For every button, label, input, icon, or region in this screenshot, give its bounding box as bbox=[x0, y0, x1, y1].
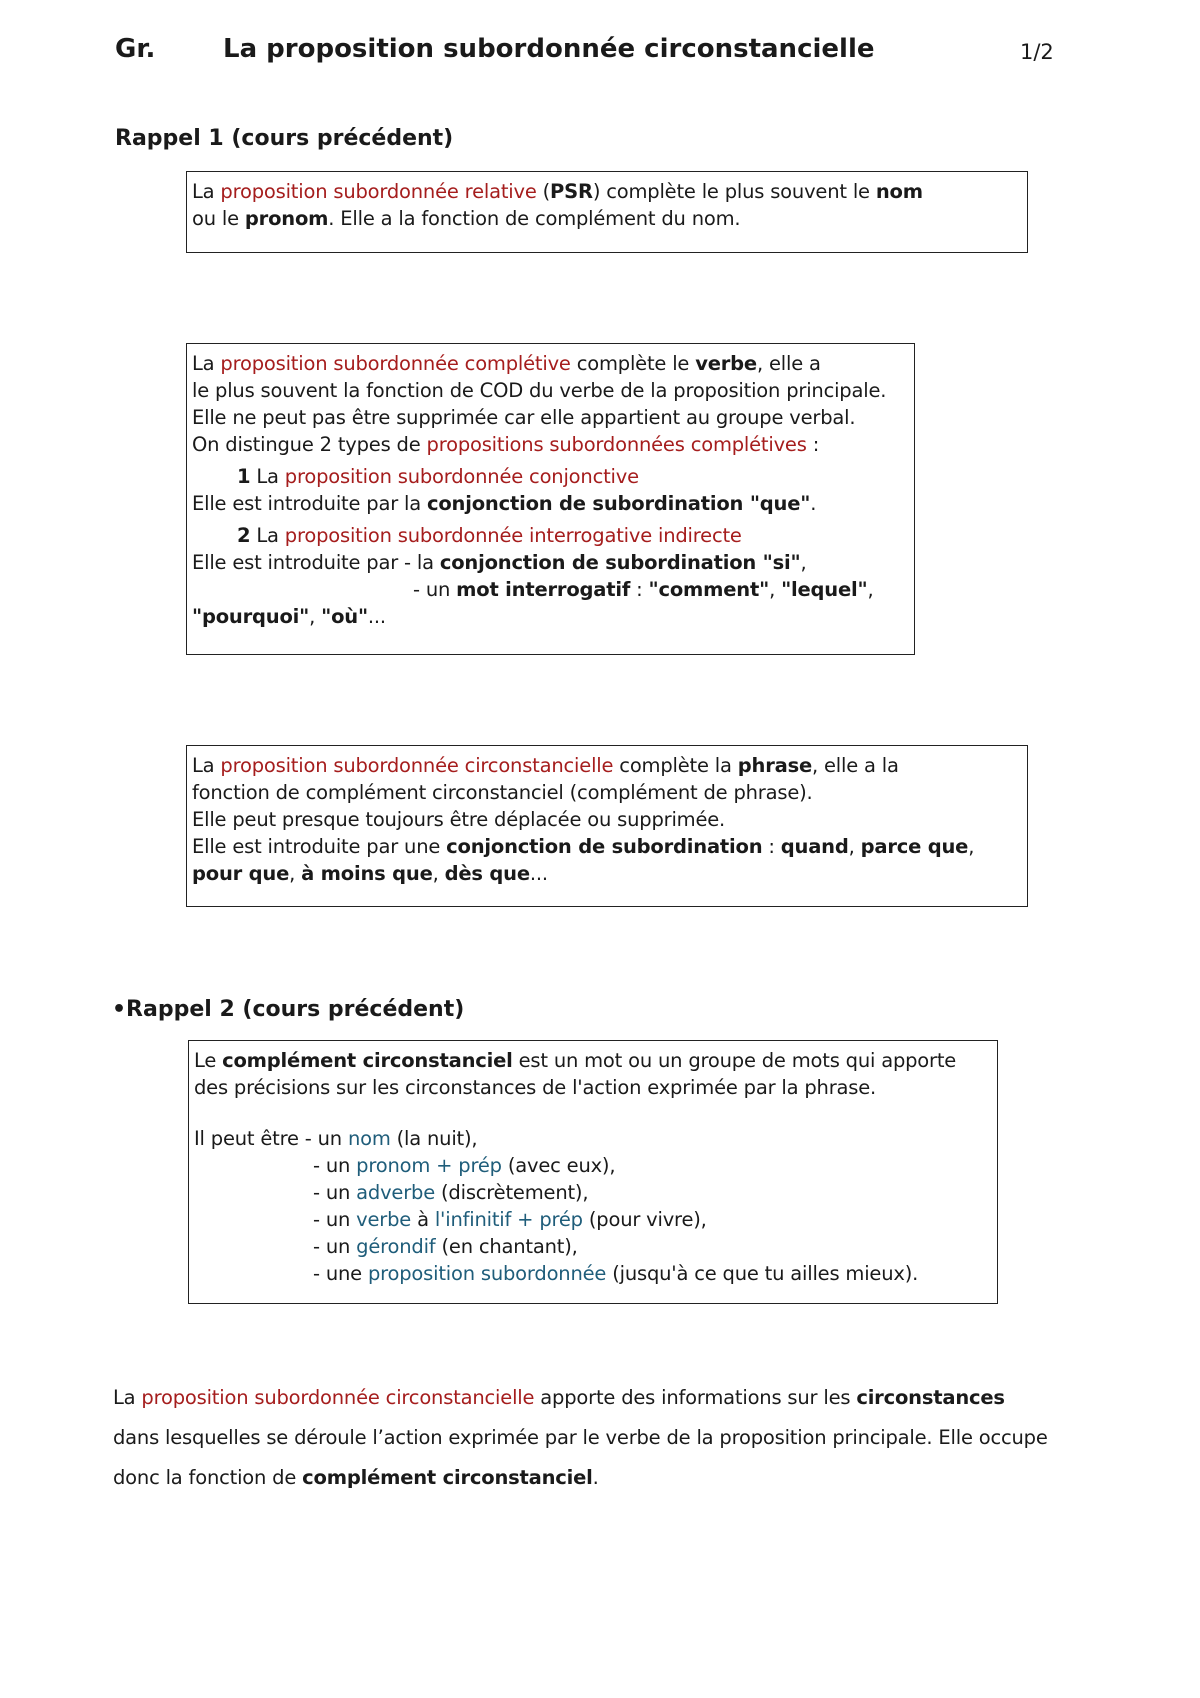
box-completive-line9: - un mot interrogatif : "comment", "lequel", bbox=[413, 578, 874, 601]
box-completive bbox=[186, 343, 915, 655]
box-circ-line4: Elle est introduite par une conjonction de subordination : quand, parce que, bbox=[192, 835, 975, 858]
box-relative bbox=[186, 171, 1028, 253]
box-circ-line5: pour que, à moins que, dès que... bbox=[192, 862, 548, 885]
box-circonstancielle bbox=[186, 745, 1028, 907]
box-completive-line1: La proposition subordonnée complétive complète le verbe, elle a bbox=[192, 352, 821, 375]
box-completive-line7: 2 La proposition subordonnée interrogative indirecte bbox=[237, 524, 742, 547]
box-completive-line2: le plus souvent la fonction de COD du verbe de la proposition principale. bbox=[192, 379, 887, 402]
page-title: La proposition subordonnée circonstancielle bbox=[223, 34, 875, 64]
conclusion-paragraph bbox=[113, 1378, 1048, 1498]
box-relative-line1: La proposition subordonnée relative (PSR) complète le plus souvent le nom bbox=[192, 180, 923, 203]
box-completive-line3: Elle ne peut pas être supprimée car elle appartient au groupe verbal. bbox=[192, 406, 856, 429]
conclusion-line1: La proposition subordonnée circonstancielle apporte des informations sur les circonstances bbox=[113, 1386, 1005, 1409]
rappel2-heading: •Rappel 2 (cours précédent) bbox=[112, 997, 465, 1022]
box-complement-circonstanciel bbox=[188, 1040, 998, 1304]
box-cc-line8: - une proposition subordonnée (jusqu'à ce que tu ailles mieux). bbox=[313, 1262, 919, 1285]
box-cc-line5: - un adverbe (discrètement), bbox=[313, 1181, 589, 1204]
box-cc-line3: Il peut être - un nom (la nuit), bbox=[194, 1127, 478, 1150]
box-completive-line5: 1 La proposition subordonnée conjonctive bbox=[237, 465, 639, 488]
box-cc-line1: Le complément circonstanciel est un mot ou un groupe de mots qui apporte bbox=[194, 1049, 957, 1072]
box-relative-line2: ou le pronom. Elle a la fonction de complément du nom. bbox=[192, 207, 741, 230]
box-completive-line8: Elle est introduite par - la conjonction de subordination "si", bbox=[192, 551, 807, 574]
box-completive-line6: Elle est introduite par la conjonction de subordination "que". bbox=[192, 492, 817, 515]
rappel1-heading: Rappel 1 (cours précédent) bbox=[115, 126, 454, 151]
box-cc-line2: des précisions sur les circonstances de l'action exprimée par la phrase. bbox=[194, 1076, 877, 1099]
page-number: 1/2 bbox=[1020, 40, 1054, 64]
conclusion-line3: donc la fonction de complément circonstanciel. bbox=[113, 1466, 599, 1489]
conclusion-line2: dans lesquelles se déroule l’action exprimée par le verbe de la proposition principale. Elle occupe bbox=[113, 1426, 1048, 1449]
header-abbrev: Gr. bbox=[115, 34, 156, 64]
box-completive-line10: "pourquoi", "où"... bbox=[192, 605, 386, 628]
box-cc-line4: - un pronom + prép (avec eux), bbox=[313, 1154, 616, 1177]
box-completive-line4: On distingue 2 types de propositions subordonnées complétives : bbox=[192, 433, 820, 456]
box-circ-line1: La proposition subordonnée circonstancielle complète la phrase, elle a la bbox=[192, 754, 899, 777]
box-circ-line2: fonction de complément circonstanciel (complément de phrase). bbox=[192, 781, 813, 804]
box-cc-line6: - un verbe à l'infinitif + prép (pour vivre), bbox=[313, 1208, 707, 1231]
box-cc-line7: - un gérondif (en chantant), bbox=[313, 1235, 578, 1258]
box-circ-line3: Elle peut presque toujours être déplacée ou supprimée. bbox=[192, 808, 726, 831]
